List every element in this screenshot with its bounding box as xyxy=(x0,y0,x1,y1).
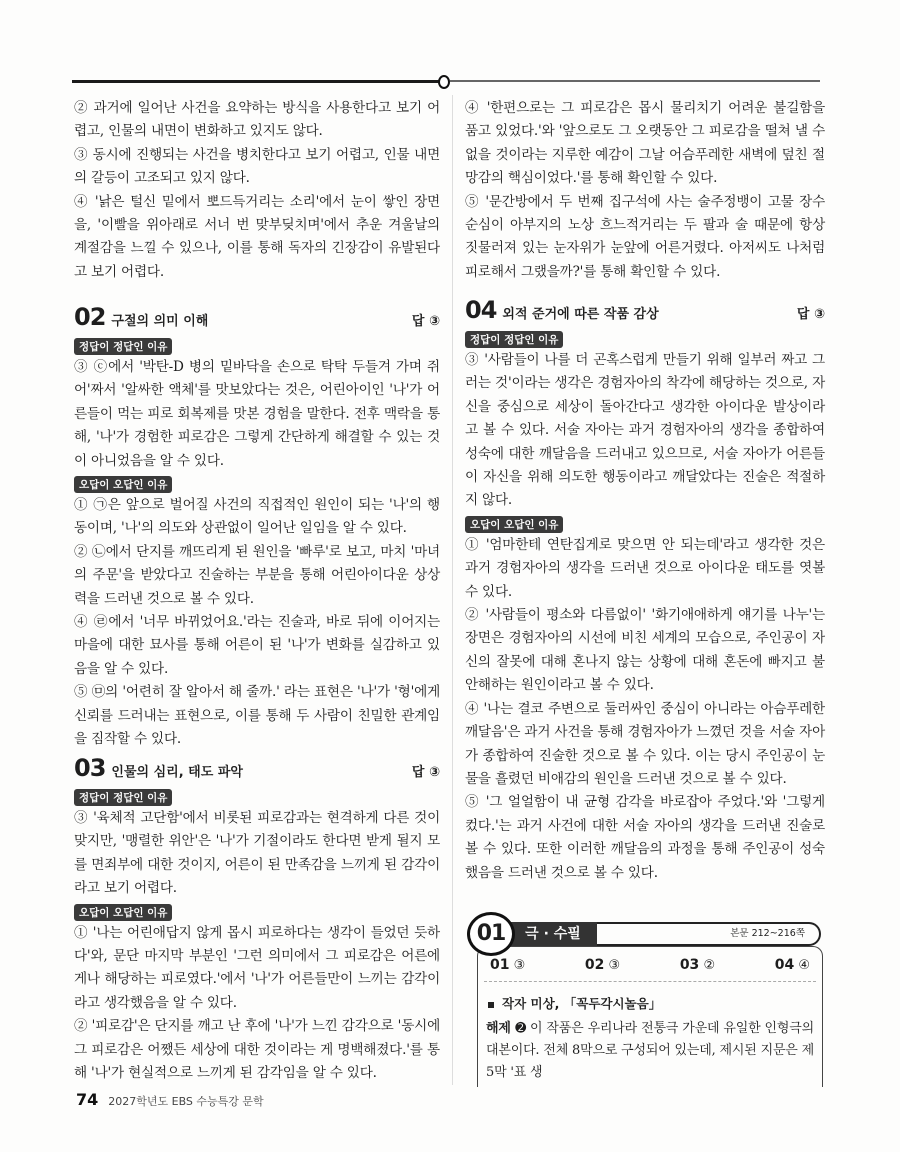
question-number: 03 xyxy=(74,754,106,782)
question-number: 04 xyxy=(465,296,497,324)
answer-item: 03 ② xyxy=(679,957,716,973)
book-title: 2027학년도 EBS 수능특강 문학 xyxy=(108,1095,264,1108)
answer-item: 01 ③ xyxy=(490,957,526,973)
square-bullet-icon xyxy=(488,1002,494,1008)
correct-reason-badge: 정답이 정답인 이유 xyxy=(465,331,563,348)
explanation-paragraph: ① '엄마한테 연탄집게로 맞으면 안 되는데'라고 생각한 것은 과거 경험자아의 생각을 드러낸 것으로 아이다운 태도를 엿볼 수 있다. xyxy=(465,536,825,600)
column-divider xyxy=(452,95,453,1085)
unit-category-tab: 극 · 수필 xyxy=(509,922,597,946)
question-answer: 답 ③ xyxy=(796,307,825,322)
explanation-label: 해제 ➋ xyxy=(486,1021,526,1036)
explanation-paragraph: ② 과거에 일어난 사건을 요약하는 방식을 사용한다고 보기 어렵고, 인물의 내면이 변화하고 있지도 않다. xyxy=(74,100,440,140)
question-04-section xyxy=(465,296,825,885)
explanation-paragraph: ① ㉠은 앞으로 벌어질 사건의 직접적인 원인이 되는 '나'의 행동이며, '나'의 의도와 상관없이 일어난 일임을 알 수 있다. xyxy=(74,497,440,537)
explanation-paragraph: ② '사람들이 평소와 다름없이' '화기애애하게 얘기를 나누'는 장면은 경험자아의 시선에 비친 세계의 모습으로, 주인공이 자신의 잘못에 대해 혼나지 않는 상황에 대해 혼돈에 빠지고 불안해하는 원인이라고 볼 수 있다. xyxy=(465,607,825,694)
explanation-paragraph: ③ 동시에 진행되는 사건을 병치한다고 보기 어렵고, 인물 내면의 갈등이 고조되고 있지 않다. xyxy=(74,146,440,187)
question-02-section xyxy=(74,303,440,752)
explanation-paragraph: ④ '나는 결코 주변으로 둘러싸인 중심이 아니라는 아슴푸레한 깨달음'은 과거 사건을 통해 경험자아가 느꼈던 것을 서술 자아가 종합하여 진술한 것으로 볼 수 있다. 이는 당시 주인공이 눈물을 흘렸던 비애감의 원인을 드러낸 것으로 볼 수 있다. xyxy=(465,700,825,787)
header-rule-left xyxy=(72,80,440,83)
question-03-section xyxy=(74,754,440,1085)
left-intro xyxy=(74,97,440,284)
header-rule-right xyxy=(450,80,820,82)
answer-key-box xyxy=(467,912,825,1082)
unit-page-range-bar xyxy=(597,922,821,946)
page-number: 74 xyxy=(76,1090,99,1109)
explanation-paragraph: ⑤ '그 얼얼함이 내 균형 감각을 바로잡아 주었다.'와 '그렇게 컸다.'는 과거 사건에 대한 서술 자아의 생각을 드러낸 진술로 볼 수 있다. 또한 이러한 깨달음의 과정을 통해 주인공이 성숙했음을 드러낸 것으로 볼 수 있다. xyxy=(465,794,825,881)
explanation-paragraph: ③ ⓒ에서 '박탄-D 병의 밑바닥을 손으로 탁탁 두들겨 가며 쥐어'짜서 '알싸한 액체'를 맛보았다는 것은, 어린아이인 '나'가 어른들이 먹는 피로 회복제를 맛본 경험을 말한다. 전후 맥락을 통해, '나'가 경험한 피로감은 그렇게 간단하게 해결할 수 있는 것이 아니었음을 알 수 있다. xyxy=(74,359,440,469)
right-intro xyxy=(465,97,825,284)
page-footer xyxy=(76,1090,264,1109)
correct-reason-badge: 정답이 정답인 이유 xyxy=(74,338,172,355)
explanation-paragraph: ② ㉡에서 단지를 깨뜨리게 된 원인을 '빠루'로 보고, 마치 '마녀의 주문'을 받았다고 진술하는 부분을 통해 어린아이다운 상상력을 드러낸 것으로 볼 수 있다. xyxy=(74,543,440,607)
question-answer: 답 ③ xyxy=(411,765,440,780)
answer-key-body xyxy=(477,946,823,1087)
question-title: 구절의 의미 이해 xyxy=(111,314,209,329)
answer-item: 02 ③ xyxy=(584,957,621,973)
explanation-paragraph: ④ '낡은 털신 밑에서 뽀드득거리는 소리'에서 눈이 쌓인 장면을, '이빨을 위아래로 서너 번 맞부딪치며'에서 추운 겨울날의 계절감을 느낄 수 있으나, 이를 통해 독자의 긴장감이 유발된다고 보기 어렵다. xyxy=(74,193,440,280)
explanation-paragraph: ④ '한편으로는 그 피로감은 몹시 물리치기 어려운 불길함을 품고 있었다.'와 '앞으로도 그 오랫동안 그 피로감을 떨쳐 낼 수 없을 것이라는 지루한 예감이 그날 어슴푸레한 새벽에 덮친 절망감의 핵심이었다.'를 통해 확인할 수 있다. xyxy=(465,100,825,187)
explanation-paragraph: ⑤ '문간방에서 두 번째 집구석에 사는 술주정뱅이 고물 장수 순심이 아부지의 노상 흐느적거리는 두 팔과 술 때문에 항상 짓물러져 있는 눈자위가 눈앞에 어른거렸다. 아저씨도 나처럼 피로해서 그랬을까?'를 통해 확인할 수 있다. xyxy=(465,193,825,280)
answer-list xyxy=(484,947,816,982)
question-title: 외적 준거에 따른 작품 감상 xyxy=(502,307,659,322)
unit-number-badge: 01 xyxy=(467,912,515,956)
explanation-paragraph: ③ '사람들이 나를 더 곤혹스럽게 만들기 위해 일부러 짜고 그러는 것'이라는 생각은 경험자아의 착각에 해당하는 것으로, 자신을 중심으로 세상이 돌아간다고 생각한 아이다운 발상이라고 볼 수 있다. 서술 자아는 과거 경험자아의 생각을 종합하여 성숙에 대한 깨달음을 드러내고 있으므로, 서술 자아가 어른들이 자신을 위해 의도한 행동이라고 깨달았다는 진술은 적절하지 않다. xyxy=(465,352,825,509)
question-header xyxy=(74,303,440,331)
wrong-reason-badge: 오답이 오답인 이유 xyxy=(465,516,563,533)
wrong-reason-badge: 오답이 오답인 이유 xyxy=(74,476,172,493)
work-explanation: 해제 ➋ 이 작품은 우리나라 전통극 가운데 유일한 인형극의 대본이다. 전체 8막으로 구성되어 있는데, 제시된 지문은 제5막 '표 생 xyxy=(486,1021,814,1080)
correct-reason-badge: 정답이 정답인 이유 xyxy=(74,789,172,806)
question-answer: 답 ③ xyxy=(411,314,440,329)
question-header xyxy=(74,754,440,782)
question-title: 인물의 심리, 태도 파악 xyxy=(111,765,243,780)
header-rule-dot xyxy=(438,75,450,89)
explanation-paragraph: ④ ㉣에서 '너무 바뀌었어요.'라는 진술과, 바로 뒤에 이어지는 마을에 대한 묘사를 통해 어른이 된 '나'가 변화를 실감하고 있음을 알 수 있다. xyxy=(74,614,440,677)
answer-item: 04 ④ xyxy=(774,957,810,973)
explanation-paragraph: ② '피로감'은 단지를 깨고 난 후에 '나'가 느낀 감각으로 '동시에 그 피로감은 어쨌든 세상에 대한 것이라는 게 명백해졌다.'를 통해 '나'가 현실적으로 느끼게 된 감각임을 알 수 있다. xyxy=(74,1018,440,1082)
explanation-paragraph: ③ '육체적 고단함'에서 비롯된 피로감과는 현격하게 다른 것이 맞지만, '맹렬한 위안'은 '나'가 기절이라도 한다면 받게 될지 모를 면죄부에 대한 것이지, 어른이 된 만족감을 느끼게 된 감각이라고 보기 어렵다. xyxy=(74,810,440,897)
question-header xyxy=(465,296,825,324)
explanation-paragraph: ⑤ ㉤의 '어련히 잘 알아서 해 줄까.' 라는 표현은 '나'가 '형'에게 신뢰를 드러내는 표현으로, 이를 통해 두 사람이 친밀한 관계임을 짐작할 수 있다. xyxy=(74,684,440,748)
work-title: 작자 미상, 「꼭두각시놀음」 xyxy=(488,994,812,1012)
explanation-paragraph: ① '나는 어린애답지 않게 몹시 피로하다는 생각이 들었던 듯하다'와, 문단 마지막 부분인 '그런 의미에서 그 피로감은 어른에게나 해당하는 피로였다.'에서 '나'가 어른들만이 느끼는 감각이라고 생각했음을 알 수 있다. xyxy=(74,924,440,1011)
wrong-reason-badge: 오답이 오답인 이유 xyxy=(74,904,172,921)
question-number: 02 xyxy=(74,303,106,331)
page-range: 본문 212~216쪽 xyxy=(730,928,805,939)
